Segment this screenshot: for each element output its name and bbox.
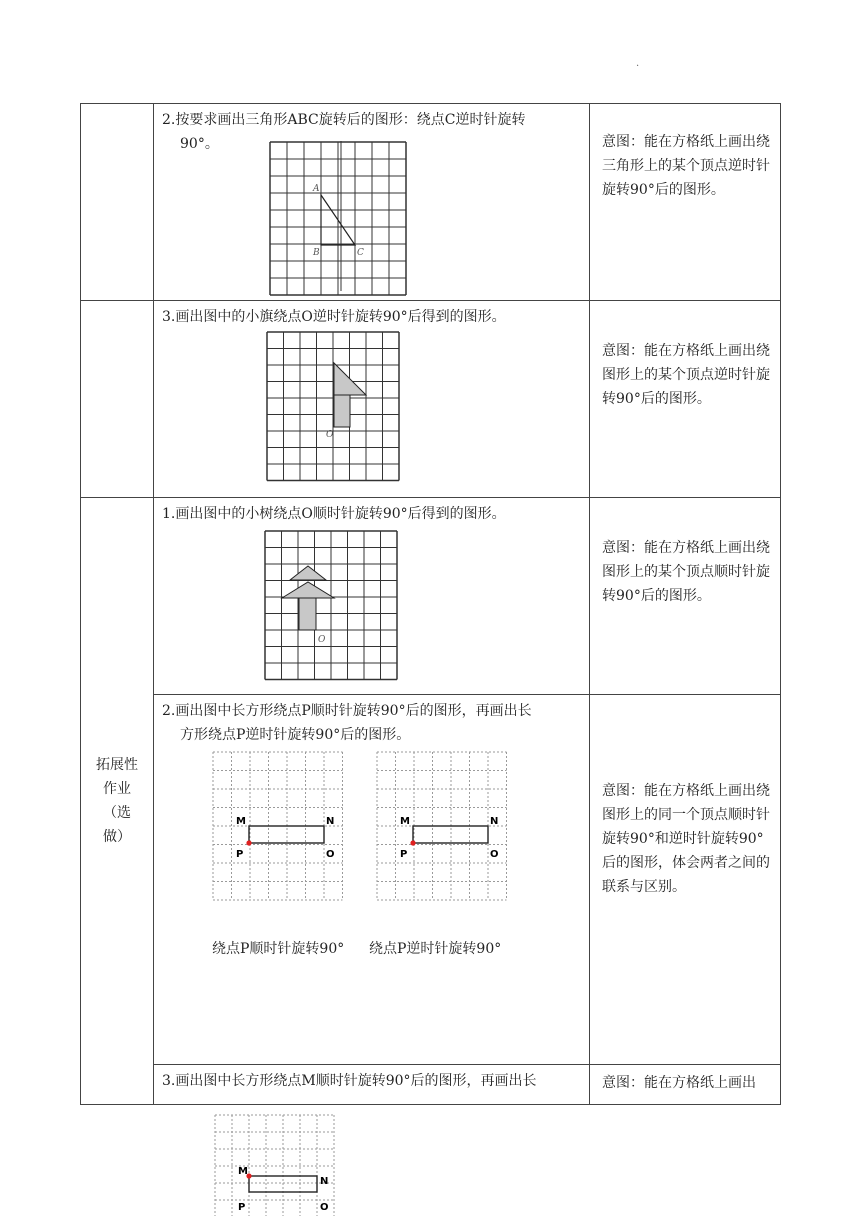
question-text-continued: 方形绕点P逆时针旋转90°后的图形。 xyxy=(180,727,411,743)
label-b: B xyxy=(313,248,320,258)
rectangle-grid-left xyxy=(212,751,348,911)
label-m: M xyxy=(236,816,246,827)
category-line: 拓展性 xyxy=(96,757,138,773)
table-row xyxy=(81,498,781,695)
pivot-point-p xyxy=(246,840,251,845)
intent-text: 意图：能在方格纸上画出绕三角形上的某个顶点逆时针旋转90°后的图形。 xyxy=(602,134,770,198)
tree-grid-figure xyxy=(264,530,404,685)
question-cell xyxy=(154,498,590,695)
label-o: O xyxy=(318,635,326,645)
flag-pole xyxy=(334,395,350,427)
label-p: P xyxy=(238,1202,246,1213)
question-cell xyxy=(154,104,590,301)
label-n: N xyxy=(490,816,499,827)
intent-cell xyxy=(590,1065,781,1105)
label-m: M xyxy=(400,816,410,827)
intent-cell xyxy=(590,301,781,498)
label-n: N xyxy=(326,816,335,827)
label-o: O xyxy=(490,849,499,860)
label-p: P xyxy=(236,849,244,860)
category-line: 作业 xyxy=(103,781,131,797)
category-line: （选 xyxy=(103,805,131,821)
caption-counterclockwise: 绕点P逆时针旋转90° xyxy=(369,941,502,957)
intent-text: 意图：能在方格纸上画出 xyxy=(602,1075,756,1091)
intent-cell xyxy=(590,695,781,1065)
question-cell xyxy=(154,695,590,1065)
category-cell xyxy=(81,498,154,1105)
question-cell xyxy=(154,301,590,498)
table-row xyxy=(81,301,781,498)
square-grid xyxy=(270,142,406,295)
category-cell-empty xyxy=(81,104,154,301)
tree-lower-crown xyxy=(282,582,334,598)
rectangle-grid-right xyxy=(376,751,512,911)
question-text: 3.画出图中的小旗绕点O逆时针旋转90°后得到的图形。 xyxy=(162,309,506,325)
intent-cell xyxy=(590,498,781,695)
question-text: 3.画出图中长方形绕点M顺时针旋转90°后的图形，再画出长 xyxy=(162,1073,537,1089)
caption-clockwise: 绕点P顺时针旋转90° xyxy=(212,941,345,957)
label-p: P xyxy=(400,849,408,860)
tree-trunk xyxy=(299,598,316,630)
label-c: C xyxy=(357,248,364,258)
table-row xyxy=(81,695,781,1065)
dotted-grid xyxy=(215,1115,334,1216)
label-o: O xyxy=(320,1202,329,1213)
label-n: N xyxy=(320,1176,329,1187)
category-cell-empty xyxy=(81,301,154,498)
intent-text: 意图：能在方格纸上画出绕图形上的同一个顶点顺时针旋转90°和逆时针旋转90°后的图形，体会两者之间的联系与区别。 xyxy=(602,783,770,895)
triangle-grid-figure xyxy=(269,141,429,296)
category-line: 做） xyxy=(103,829,131,845)
question-cell xyxy=(154,1065,590,1105)
label-a: A xyxy=(313,184,320,194)
worksheet-table xyxy=(80,103,781,1105)
header-dot: . xyxy=(636,58,640,69)
question-text: 1.画出图中的小树绕点O顺时针旋转90°后得到的图形。 xyxy=(162,506,506,522)
intent-cell xyxy=(590,104,781,301)
question-text: 2.画出图中长方形绕点P顺时针旋转90°后的图形，再画出长 xyxy=(162,703,532,719)
square-grid xyxy=(267,332,399,481)
tree-upper-crown xyxy=(290,566,326,580)
label-m: M xyxy=(238,1166,248,1177)
intent-text: 意图：能在方格纸上画出绕图形上的某个顶点顺时针旋转90°后的图形。 xyxy=(602,540,770,604)
square-grid xyxy=(265,531,397,680)
question-text-continued: 90°。 xyxy=(180,136,219,152)
label-o: O xyxy=(326,430,334,440)
intent-text: 意图：能在方格纸上画出绕图形上的某个顶点逆时针旋转90°后的图形。 xyxy=(602,343,770,407)
table-row xyxy=(81,1065,781,1105)
pivot-point-p xyxy=(410,840,415,845)
label-o: O xyxy=(326,849,335,860)
rectangle-grid-bottom xyxy=(214,1114,338,1216)
question-text: 2.按要求画出三角形ABC旋转后的图形：绕点C逆时针旋转 xyxy=(162,112,526,128)
flag-grid-figure xyxy=(266,331,406,486)
table-row xyxy=(81,104,781,301)
